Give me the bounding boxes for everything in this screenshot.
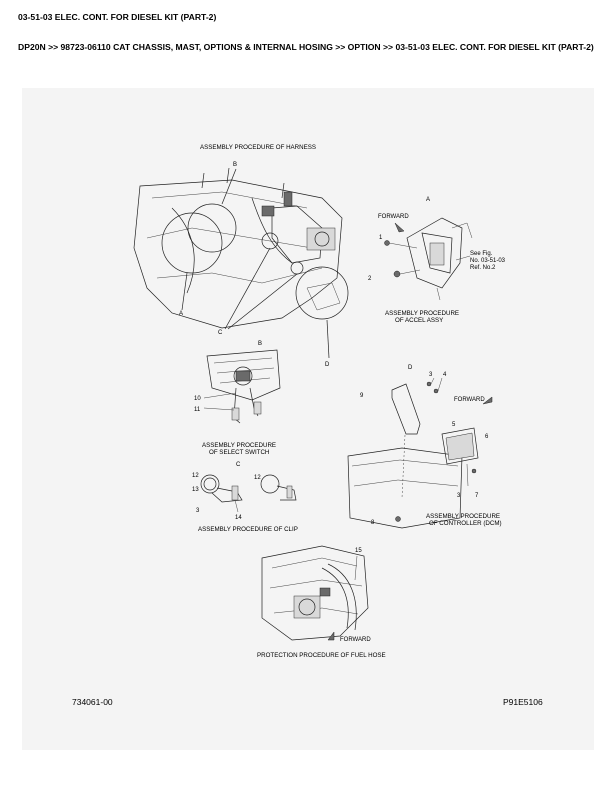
- callout-3-clip: 3: [196, 508, 200, 514]
- select-switch-illustration: [204, 350, 280, 423]
- footer-code-right: P91E5106: [503, 697, 543, 707]
- label-a-left: A: [179, 311, 184, 317]
- callout-6: 6: [485, 434, 489, 440]
- clip-illustration: [201, 475, 296, 512]
- forward-label-accel: FORWARD: [378, 214, 409, 220]
- callout-4: 4: [443, 372, 447, 378]
- label-c-mid: C: [218, 330, 223, 336]
- parts-diagram-panel: [22, 88, 594, 750]
- caption-accel-1: ASSEMBLY PROCEDURE: [385, 310, 460, 317]
- callout-1: 1: [379, 235, 383, 241]
- caption-controller-2: OF CONTROLLER (DCM): [429, 520, 502, 527]
- label-b-top: B: [233, 162, 238, 168]
- callout-3-dcm-low: 3: [457, 493, 461, 499]
- forward-label-dcm: FORWARD: [454, 397, 485, 403]
- harness-chassis-illustration: [134, 168, 348, 358]
- callout-11: 11: [194, 407, 201, 413]
- callout-15: 15: [355, 548, 362, 554]
- parts-diagram: [22, 88, 594, 750]
- callout-14: 14: [235, 515, 242, 521]
- caption-select-1: ASSEMBLY PROCEDURE: [202, 442, 277, 449]
- footer-code-left: 734061-00: [72, 697, 113, 707]
- label-c-clip: C: [236, 462, 241, 468]
- callout-12b: 12: [254, 475, 261, 481]
- forward-arrow-icon: [395, 223, 404, 232]
- caption-harness: ASSEMBLY PROCEDURE OF HARNESS: [200, 144, 316, 151]
- label-b-select: B: [258, 341, 263, 347]
- see-fig-line1: See Fig.: [470, 251, 493, 257]
- page-title: 03-51-03 ELEC. CONT. FOR DIESEL KIT (PART-2): [18, 12, 217, 22]
- callout-5: 5: [452, 422, 456, 428]
- callout-8: 8: [371, 520, 375, 526]
- caption-fuel: PROTECTION PROCEDURE OF FUEL HOSE: [257, 652, 386, 659]
- fuel-hose-illustration: [262, 546, 368, 640]
- label-d-dcm: D: [408, 365, 413, 371]
- see-fig-line2: No. 03-51-03: [470, 258, 506, 264]
- forward-arrow-fuel-icon: [328, 632, 334, 640]
- caption-accel-2: OF ACCEL ASSY: [395, 317, 444, 324]
- clip-mark-c2: [291, 262, 303, 274]
- callout-13: 13: [192, 487, 199, 493]
- label-d-mid: D: [325, 362, 330, 368]
- caption-clip: ASSEMBLY PROCEDURE OF CLIP: [198, 526, 298, 533]
- detail-circle-d: [296, 267, 348, 319]
- callout-7: 7: [475, 493, 479, 499]
- forward-label-fuel: FORWARD: [340, 637, 371, 643]
- caption-controller-1: ASSEMBLY PROCEDURE: [426, 513, 501, 520]
- label-a-right: A: [426, 197, 431, 203]
- callout-12a: 12: [192, 473, 199, 479]
- see-fig-line3: Ref. No.2: [470, 265, 496, 271]
- callout-3-dcm-top: 3: [429, 372, 433, 378]
- callout-10: 10: [194, 396, 201, 402]
- callout-9: 9: [360, 393, 364, 399]
- breadcrumb: DP20N >> 98723-06110 CAT CHASSIS, MAST, OPTIONS & INTERNAL HOSING >> OPTION >> 03-51-03 ELEC. CONT. FOR DIESEL KIT (PART-2): [18, 42, 594, 52]
- caption-select-2: OF SELECT SWITCH: [209, 449, 270, 456]
- callout-2-accel: 2: [368, 276, 372, 282]
- detail-circle-b: [188, 204, 236, 252]
- accel-assy-illustration: [385, 218, 473, 300]
